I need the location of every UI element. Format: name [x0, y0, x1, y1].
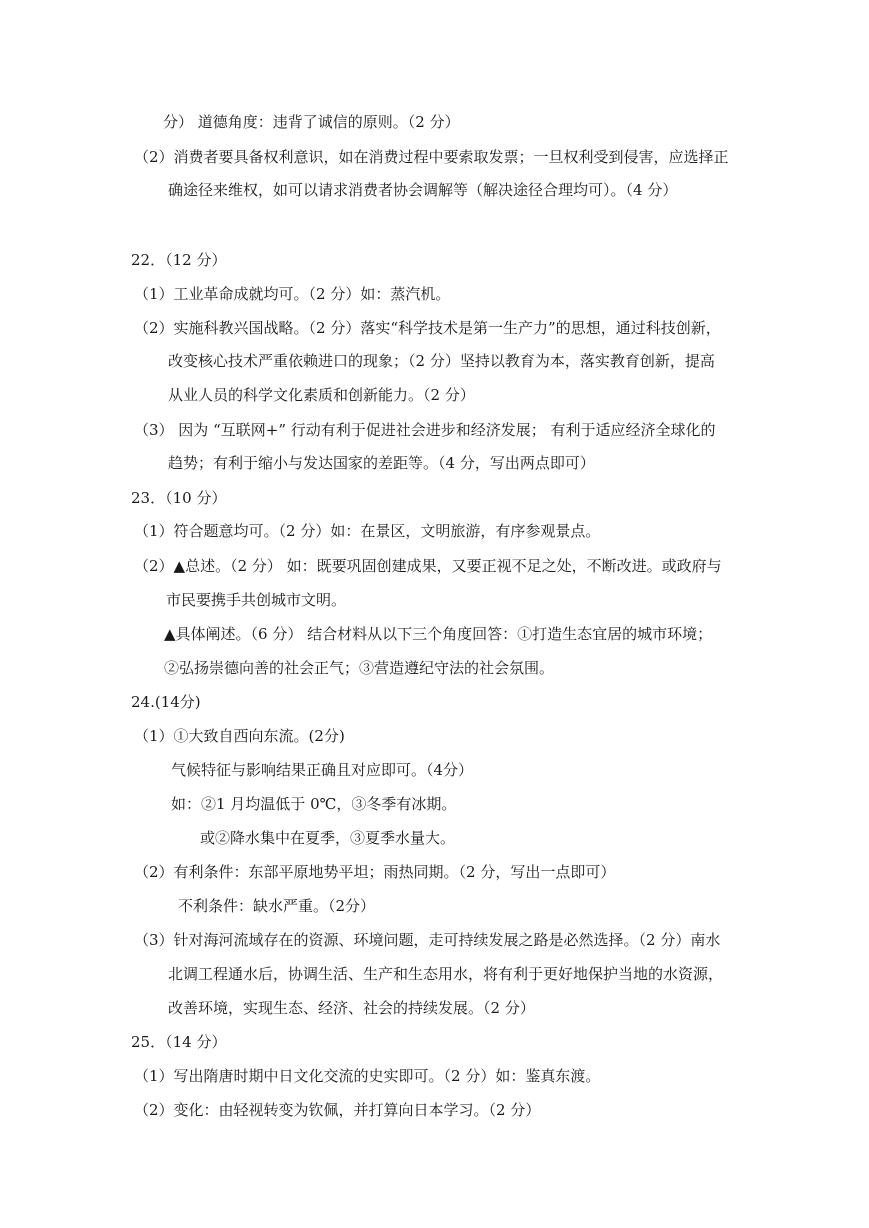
- question-heading: 22．（12 分）: [131, 251, 227, 269]
- answer-line: （2）变化：由轻视转变为钦佩，并打算向日本学习。（2 分）: [134, 1101, 541, 1119]
- answer-line: 不利条件：缺水严重。（2分）: [178, 897, 376, 915]
- answer-line: （1）①大致自西向东流。(2分): [134, 727, 345, 745]
- answer-line: 趋势；有利于缩小与发达国家的差距等。（4 分，写出两点即可）: [168, 454, 595, 472]
- answer-line: 气候特征与影响结果正确且对应即可。（4分）: [171, 761, 474, 779]
- answer-line: （3） 因为 “互联网+” 行动有利于促进社会进步和经济发展； 有利于适应经济全球化的: [134, 421, 716, 439]
- answer-line: 从业人员的科学文化素质和创新能力。（2 分）: [168, 386, 475, 404]
- question-heading: 24.(14分): [131, 693, 201, 711]
- answer-line: （3）针对海河流域存在的资源、环境问题，走可持续发展之路是必然选择。（2 分）南水: [134, 931, 721, 949]
- answer-line: （2）消费者要具备权利意识，如在消费过程中要索取发票；一旦权利受到侵害，应选择正: [134, 148, 729, 166]
- answer-line: （1）写出隋唐时期中日文化交流的史实即可。（2 分）如：鉴真东渡。: [134, 1067, 601, 1085]
- answer-line: ②弘扬崇德向善的社会正气；③营造遵纪守法的社会氛围。: [164, 659, 555, 677]
- answer-line: （2）有利条件：东部平原地势平坦；雨热同期。（2 分，写出一点即可）: [134, 863, 616, 881]
- answer-line: 或②降水集中在夏季，③夏季水量大。: [200, 829, 456, 847]
- question-heading: 25．（14 分）: [131, 1033, 227, 1051]
- answer-line: 改变核心技术严重依赖进口的现象；（2 分）坚持以教育为本，落实教育创新，提高: [168, 352, 715, 370]
- answer-line: （2）实施科教兴国战略。（2 分）落实“科学技术是第一生产力”的思想，通过科技创新，: [134, 319, 721, 337]
- answer-line: 市民要携手共创城市文明。: [166, 591, 347, 609]
- answer-line: 改善环境，实现生态、经济、社会的持续发展。（2 分）: [168, 999, 535, 1017]
- answer-line: 如：②1 月均温低于 0℃，③冬季有冰期。: [171, 795, 457, 813]
- answer-line: （1）工业革命成就均可。（2 分）如：蒸汽机。: [134, 285, 451, 303]
- answer-line: 北调工程通水后，协调生活、生产和生态用水，将有利于更好地保护当地的水资源，: [168, 965, 724, 983]
- question-heading: 23．（10 分）: [131, 489, 227, 507]
- answer-line: ▲具体阐述。（6 分） 结合材料从以下三个角度回答：①打造生态宜居的城市环境；: [164, 625, 713, 643]
- answer-line: （1）符合题意均可。（2 分）如：在景区，文明旅游，有序参观景点。: [134, 522, 601, 540]
- answer-line: 确途径来维权，如可以请求消费者协会调解等（解决途径合理均可）。（4 分）: [168, 181, 678, 199]
- answer-line: 分） 道德角度：违背了诚信的原则。（2 分）: [163, 113, 460, 131]
- answer-line: （2）▲总述。（2 分） 如：既要巩固创建成果，又要正视不足之处，不断改进。或政府与: [134, 557, 722, 575]
